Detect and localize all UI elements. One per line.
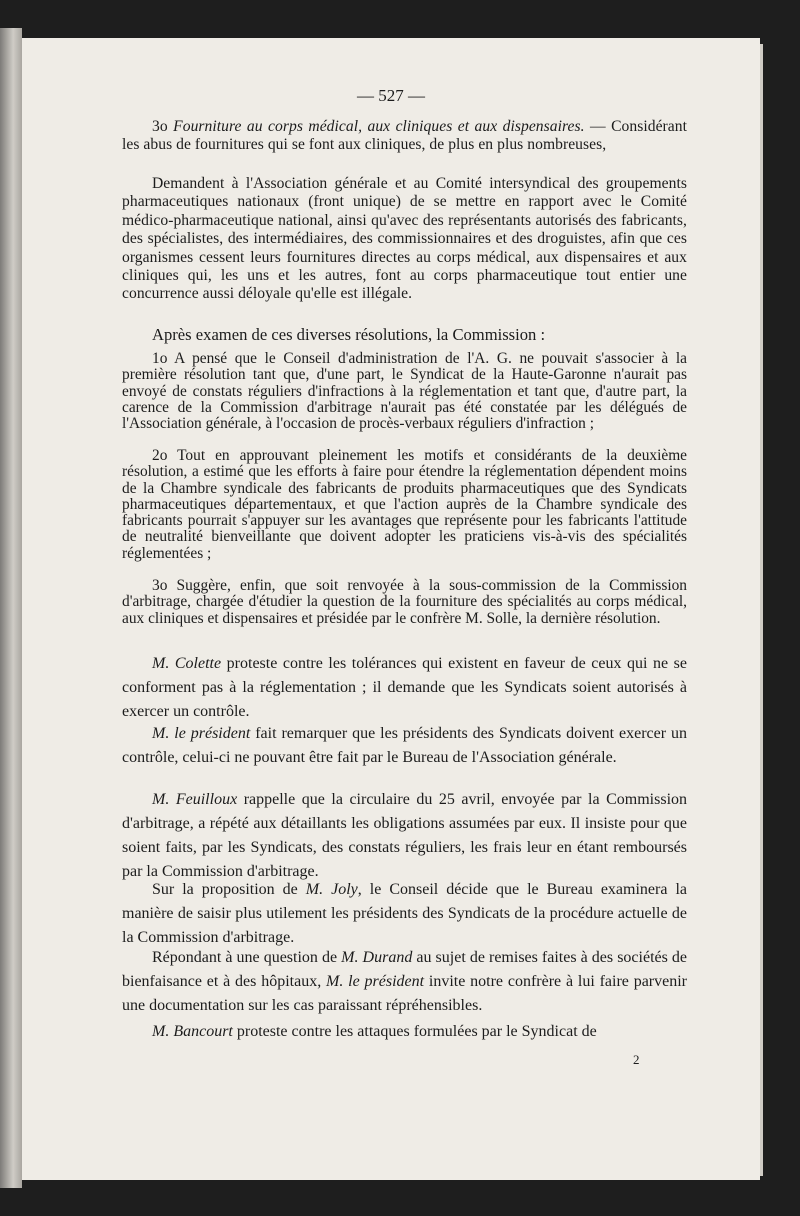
speaker-colette: M. Colette [152, 655, 222, 672]
section-3-number: 3o [152, 118, 168, 135]
joly-after: , le Conseil décide que le Bureau examinera la manière de saisir plus utilement les présidents des Syndicats de la procédure actuelle de la Commission d'arbitrage. [122, 881, 687, 946]
speaker-president: M. le président [152, 725, 251, 742]
joly-before: Sur la proposition de [152, 881, 306, 898]
speaker-bancourt: M. Bancourt [152, 1023, 233, 1040]
document-page [22, 38, 760, 1180]
section-3-paragraph [122, 118, 687, 155]
point-3-paragraph: 3o Suggère, enfin, que soit renvoyée à la sous-commission de la Commission d'arbitrage, chargée d'étudier la question de la fourniture des spécialités au corps médical, aux cliniques et dispensaires et présidée par le confrère M. Solle, la dernière résolution. [122, 577, 687, 627]
feuilloux-paragraph [122, 788, 687, 884]
page-number: — 527 — [357, 86, 425, 105]
durand-paragraph [122, 946, 687, 1018]
speaker-president-2: M. le président [326, 972, 425, 990]
durand-before: Répondant à une question de [152, 949, 342, 966]
speaker-joly: M. Joly [305, 881, 358, 898]
colette-paragraph [122, 652, 687, 724]
signature-mark: 2 [633, 1052, 640, 1067]
president-paragraph [122, 722, 687, 770]
previous-page-edge [0, 28, 22, 1188]
joly-paragraph [122, 878, 687, 950]
colette-text: proteste contre les tolérances qui existent en faveur de ceux qui ne se conforment pas à la réglementation ; il demande que les Syndicats soient autorisés à exercer un contrôle. [122, 655, 687, 720]
speaker-durand: M. Durand [341, 949, 413, 966]
demandent-paragraph: Demandent à l'Association générale et au Comité intersyndical des groupements pharmaceutiques nationaux (front unique) de se mettre en rapport avec le Comité médico-pharmaceutique national, ainsi qu'avec des représentants autorisés des fabricants, des spécialistes, des intermédiaires, des commissionnaires et des droguistes, afin que ces organismes cessent leurs fournitures directes au corps médical, aux dispensaires et aux cliniques qui, les uns et les autres, font au corps pharmaceutique tout entier une concurrence aussi déloyale qu'elle est illégale. [122, 175, 687, 303]
point-2-paragraph: 2o Tout en approuvant pleinement les motifs et considérants de la deuxième résolution, a estimé que les efforts à faire pour étendre la réglementation dépendent moins de la Chambre syndicale des fabricants de produits pharmaceutiques que des Syndicats pharmaceutiques départementaux, et que l'action auprès de la Chambre syndicale des fabricants pourrait s'appuyer sur les avantages que représente pour les fabricants l'attitude de neutralité bienveillante que doivent adopter les praticiens vis-à-vis des spécialités réglementées ; [122, 447, 687, 562]
section-3-title: Fourniture au corps médical, aux cliniques et aux dispensaires. [173, 118, 585, 135]
durand-after: invite notre confrère à lui faire parvenir une documentation sur les cas paraissant répréhensibles. [122, 972, 688, 1014]
bancourt-paragraph [122, 1020, 687, 1044]
point-1-paragraph: 1o A pensé que le Conseil d'administration de l'A. G. ne pouvait s'associer à la première résolution tant que, d'une part, le Syndicat de la Haute-Garonne n'aurait pas envoyé de constats réguliers d'infractions à la réglementation et tant que, d'autre part, la carence de la Commission d'arbitrage n'aurait pas été constatée par les délégués de l'Association générale, à l'occasion de procès-verbaux réguliers d'infraction ; [122, 350, 687, 433]
apres-examen-paragraph: Après examen de ces diverses résolutions, la Commission : [152, 325, 546, 344]
bancourt-text: proteste contre les attaques formulées par le Syndicat de [232, 1023, 597, 1040]
speaker-feuilloux: M. Feuilloux [152, 791, 238, 808]
feuilloux-text: rappelle que la circulaire du 25 avril, envoyée par la Commission d'arbitrage, a répété aux détaillants les obligations assumées par eux. Il insiste pour que soient faits, par les Syndicats, des constats réguliers, les frais leur en étant remboursés par la Commission d'arbitrage. [122, 791, 688, 880]
durand-middle: au sujet de remises faites à des sociétés de bienfaisance et à des hôpitaux, [122, 949, 688, 990]
section-3-text: — Considérant les abus de fournitures qui se font aux cliniques, de plus en plus nombreuses, [122, 118, 687, 154]
president-text: fait remarquer que les présidents des Syndicats doivent exercer un contrôle, celui-ci ne pouvant être fait par le Bureau de l'Association générale. [122, 725, 688, 766]
